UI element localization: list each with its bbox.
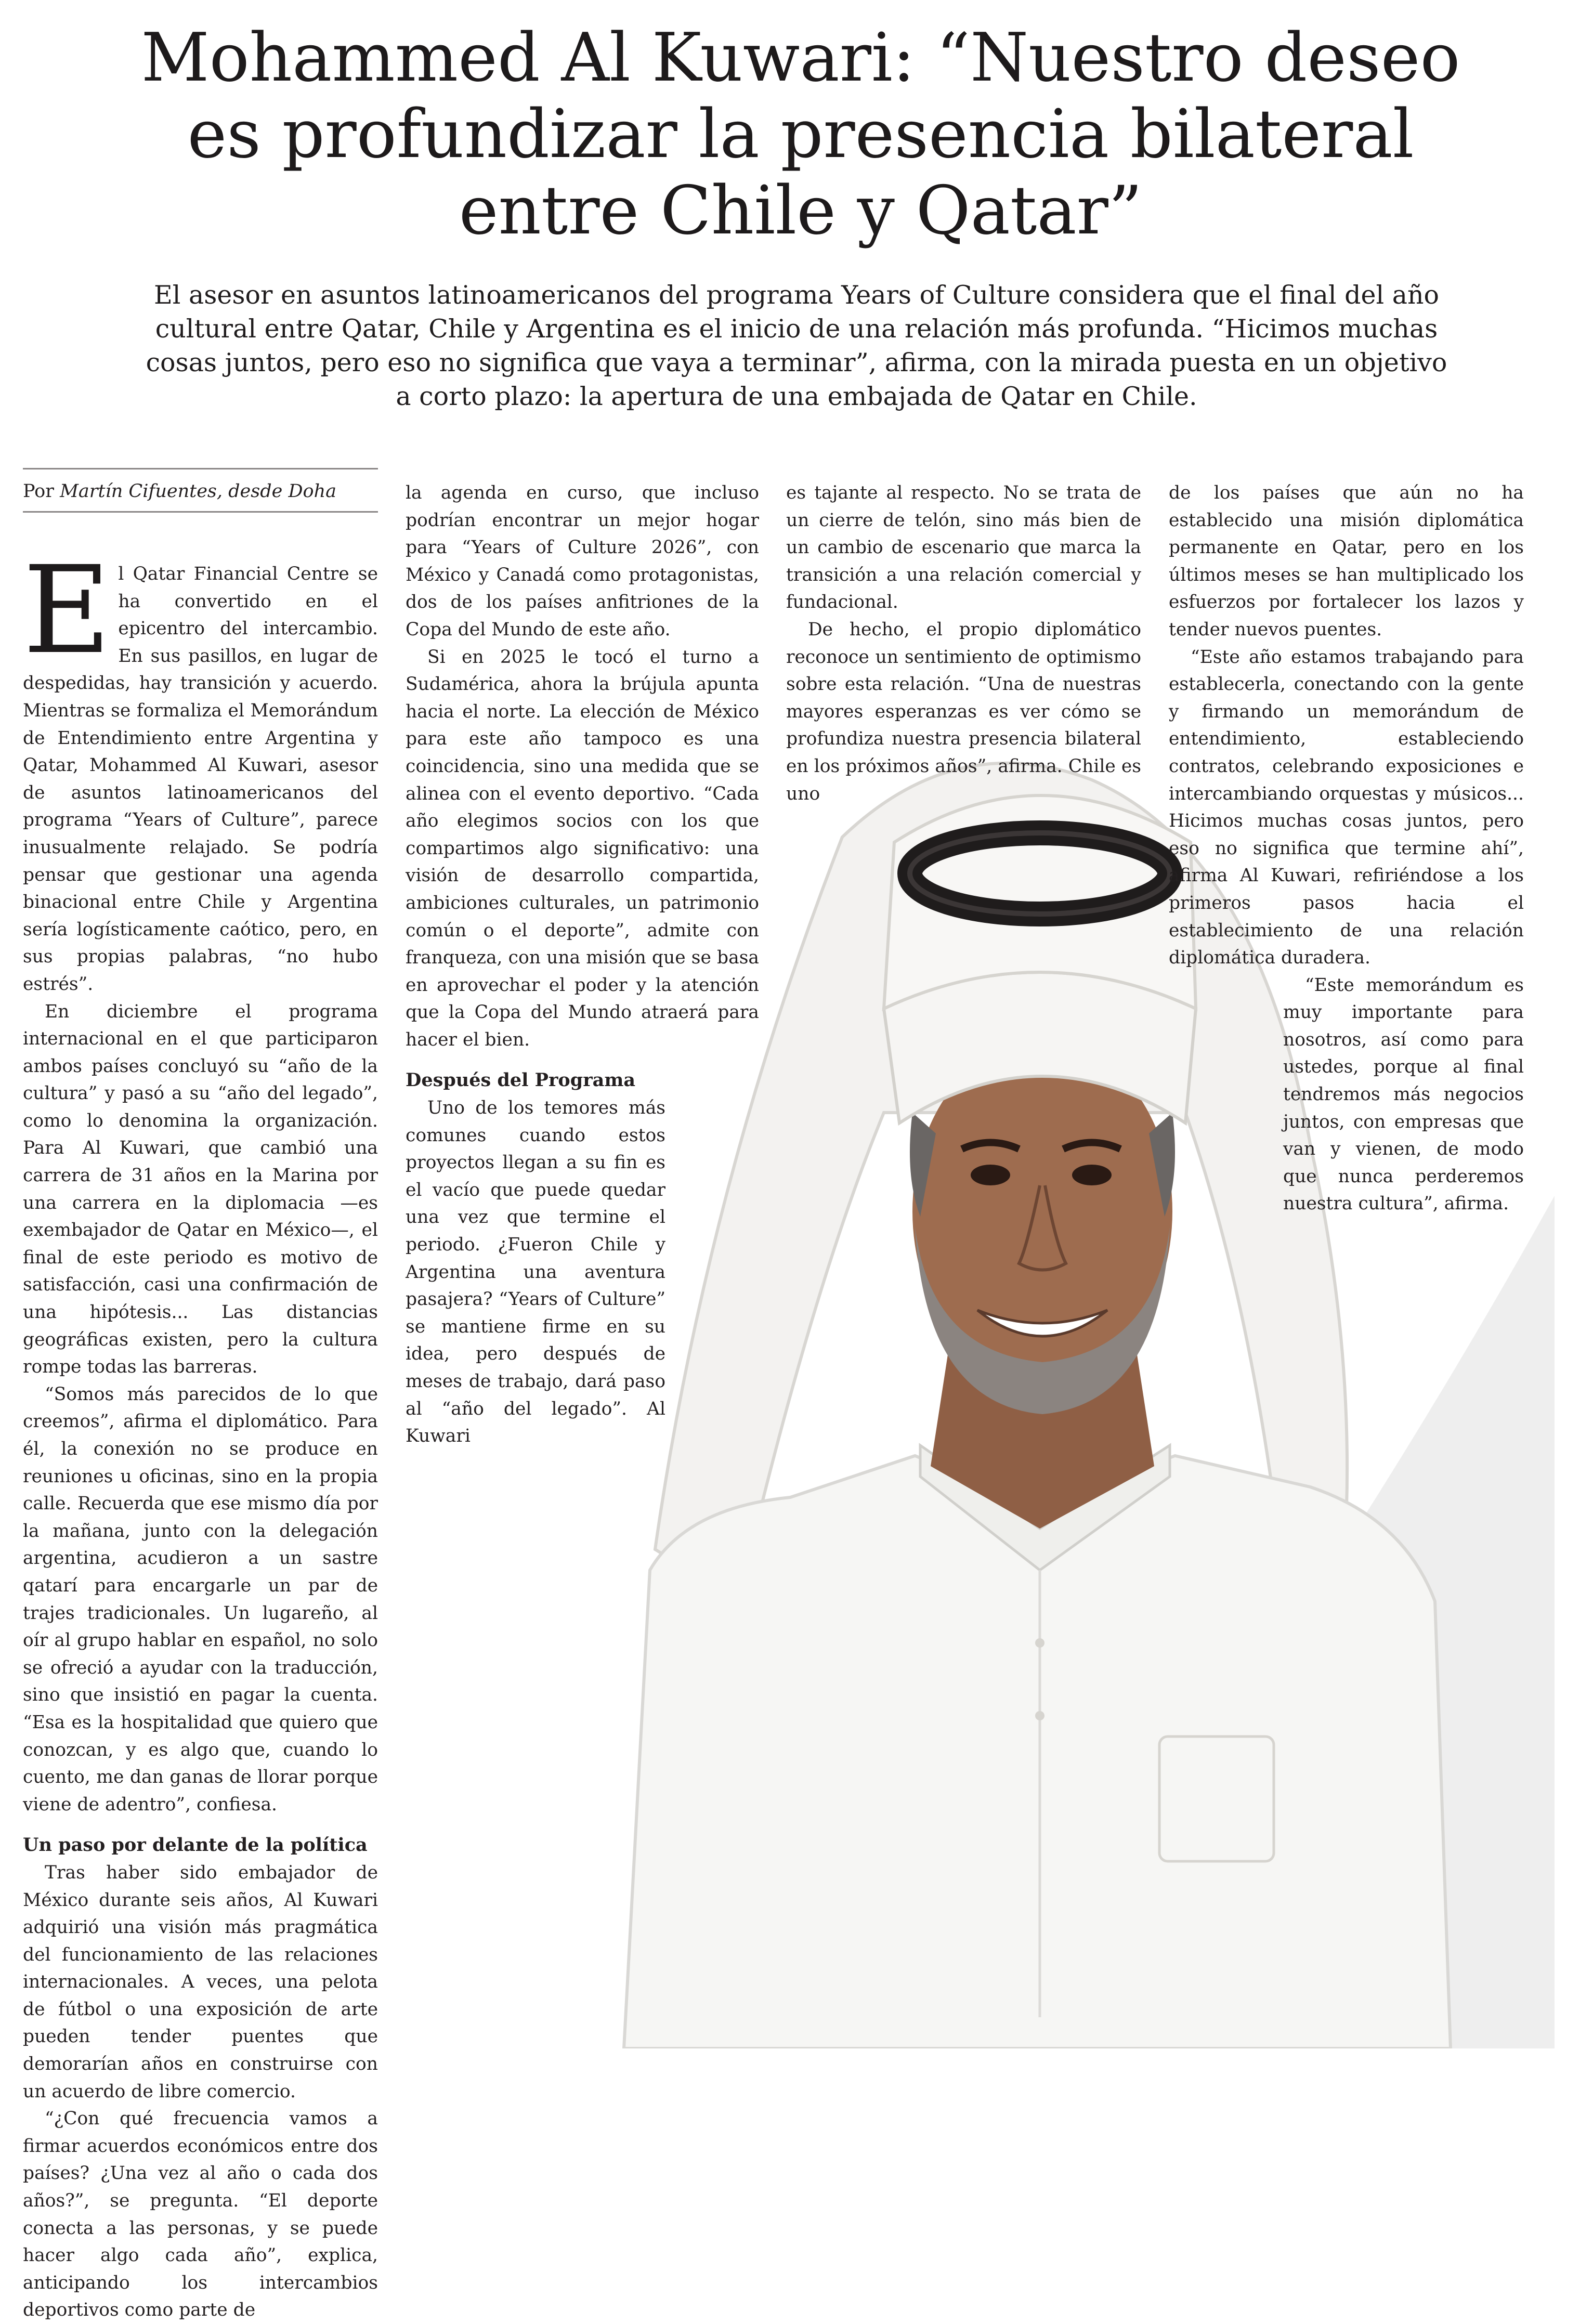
- column-3-paragraph-2: De hecho, el propio diplomático reconoce un sentimiento de optimismo sobre esta relación. “Una de nuestras mayores esperanzas es ver cómo se profundiza nuestra presencia bilateral en los próximos años”, afirma. Chile es uno: [786, 619, 1141, 804]
- column-2-paragraph-3: Uno de los temores más comunes cuando estos proyectos llegan a su fin es el vacío que puede quedar una vez que termine el periodo. ¿Fueron Chile y Argentina una aventura pasajera? “Years of Culture” se mantiene firme en su idea, pero después de meses de trabajo, dará paso al “año del legado”. Al Kuwari: [406, 1098, 665, 1447]
- column-2: [406, 479, 759, 1450]
- headline-line-1: Mohammed Al Kuwari: “Nuestro deseo: [141, 19, 1460, 97]
- column-4-paragraph-3: “Este memorándum es muy importante para nosotros, así como para ustedes, porque al final tendremos más negocios juntos, con empresas que van y vienen, de modo que nunca perderemos nuestra cultura”, afirma.: [1283, 974, 1524, 1215]
- column-4-paragraph-2: “Este año estamos trabajando para establecerla, conectando con la gente y firmando un memorándum de entendimiento, estableciendo contratos, celebrando exposiciones e intercambiando orquestas y músicos... Hicimos muchas cosas juntos, pero eso no significa que termine ahí”, afirma Al Kuwari, refiriéndose a los primeros pasos hacia el establecimiento de una relación diplomática duradera.: [1169, 646, 1524, 969]
- column-3: [786, 479, 1141, 807]
- drop-cap: E: [23, 540, 111, 681]
- column-1-paragraph-4: Tras haber sido embajador de México durante seis años, Al Kuwari adquirió una visión más pragmática del funcionamiento de las relaciones internacionales. A veces, una pelota de fútbol o una exposición de arte pueden tender puentes que demorarían años en construirse con un acuerdo de libre comercio.: [23, 1862, 378, 2102]
- column-2-paragraph-2: Si en 2025 le tocó el turno a Sudamérica, ahora la brújula apunta hacia el norte. La elección de México para este año tampoco es una coincidencia, sino una medida que se alinea con el evento deportivo. “Cada año elegimos socios con los que compartimos algo significativo: una visión de desarrollo compartida, ambiciones culturales, un patrimonio común o el deporte”, admite con franqueza, con una misión que se basa en aprovechar el poder y la atención que la Copa del Mundo atraerá para hacer el bien.: [406, 646, 759, 1050]
- subheading-despues-programa: Después del Programa: [406, 1069, 636, 1091]
- column-1-paragraph-2: En diciembre el programa internacional en el que participaron ambos países concluyó su “año de la cultura” y pasó a su “año del legado”, como lo denomina la organización. Para Al Kuwari, que cambió una carrera de 31 años en la Marina por una carrera en la diplomacia —es exembajador de Qatar en México—, el final de este periodo es motivo de satisfacción, casi una confirmación de una hipótesis... Las distancias geográficas existen, pero la cultura rompe todas las barreras.: [23, 1001, 378, 1378]
- column-3-paragraph-1: es tajante al respecto. No se trata de un cierre de telón, sino más bien de un cambio de escenario que marca la transición a una relación comercial y fundacional.: [786, 482, 1141, 613]
- byline-bottom-rule: [23, 511, 378, 513]
- left-eye: [971, 1165, 1010, 1185]
- headline-line-3: entre Chile y Qatar”: [459, 172, 1143, 250]
- column-4: [1169, 479, 1524, 1218]
- lead-paragraph: El asesor en asuntos latinoamericanos del programa Years of Culture considera que el final del año cultural entre Qatar, Chile y Argentina es el inicio de una relación más profunda. “Hicimos muchas cosas juntos, pero eso no significa que vaya a terminar”, afirma, con la mirada puesta en un objetivo a corto plazo: la apertura de una embajada de Qatar en Chile.: [146, 280, 1447, 411]
- right-eye: [1072, 1165, 1112, 1185]
- byline-prefix: Por: [23, 481, 60, 502]
- column-4-paragraph-1: de los países que aún no ha establecido una misión diplomática permanente en Qatar, pero en los últimos meses se han multiplicado los esfuerzos por fortalecer los lazos y tender nuevos puentes.: [1169, 482, 1524, 640]
- column-1: [23, 540, 378, 2324]
- byline-author: Martín Cifuentes, desde Doha: [60, 481, 337, 502]
- subheading-paso-politica: Un paso por delante de la política: [23, 1834, 368, 1856]
- column-1-paragraph-3: “Somos más parecidos de lo que creemos”, afirma el diplomático. Para él, la conexión no se produce en reuniones u oficinas, sino en la propia calle. Recuerda que ese mismo día por la mañana, junto con la delegación argentina, acudieron a un sastre qatarí para encargarle un par de trajes tradicionales. Un lugareño, al oír al grupo hablar en español, no solo se ofreció a ayudar con la traducción, sino que insistió en pagar la cuenta. “Esa es la hospitalidad que quiero que conozcan, y es algo que, cuando lo cuento, me dan ganas de llorar porque viene de adentro”, confiesa.: [23, 1383, 378, 1815]
- headline-line-2: es profundizar la presencia bilateral: [187, 96, 1414, 173]
- column-2-paragraph-1: la agenda en curso, que incluso podrían encontrar un mejor hogar para “Years of Culture 2026”, con México y Canadá como protagonistas, dos de los países anfitriones de la Copa del Mundo de este año.: [406, 482, 759, 640]
- headline: [78, 20, 1523, 249]
- byline: [23, 480, 336, 503]
- byline-top-rule: [23, 468, 378, 469]
- column-1-paragraph-5: “¿Con qué frecuencia vamos a firmar acuerdos económicos entre dos países? ¿Una vez al año o cada dos años?”, se pregunta. “El deporte conecta a las personas, y se puede hacer algo cada año”, explica, anticipando los intercambios deportivos como parte de: [23, 2108, 378, 2321]
- column-1-paragraph-1: El Qatar Financial Centre se ha convertido en el epicentro del intercambio. En sus pasillos, en lugar de despedidas, hay transición y acuerdo. Mientras se formaliza el Memorándum de Entendimiento entre Argentina y Qatar, Mohammed Al Kuwari, asesor de asuntos latinoamericanos del programa “Years of Culture”, parece inusualmente relajado. Se podría pensar que gestionar una agenda binacional entre Chile y Argentina sería logísticamente caótico, pero, en sus propias palabras, “no hubo estrés”.: [23, 540, 378, 995]
